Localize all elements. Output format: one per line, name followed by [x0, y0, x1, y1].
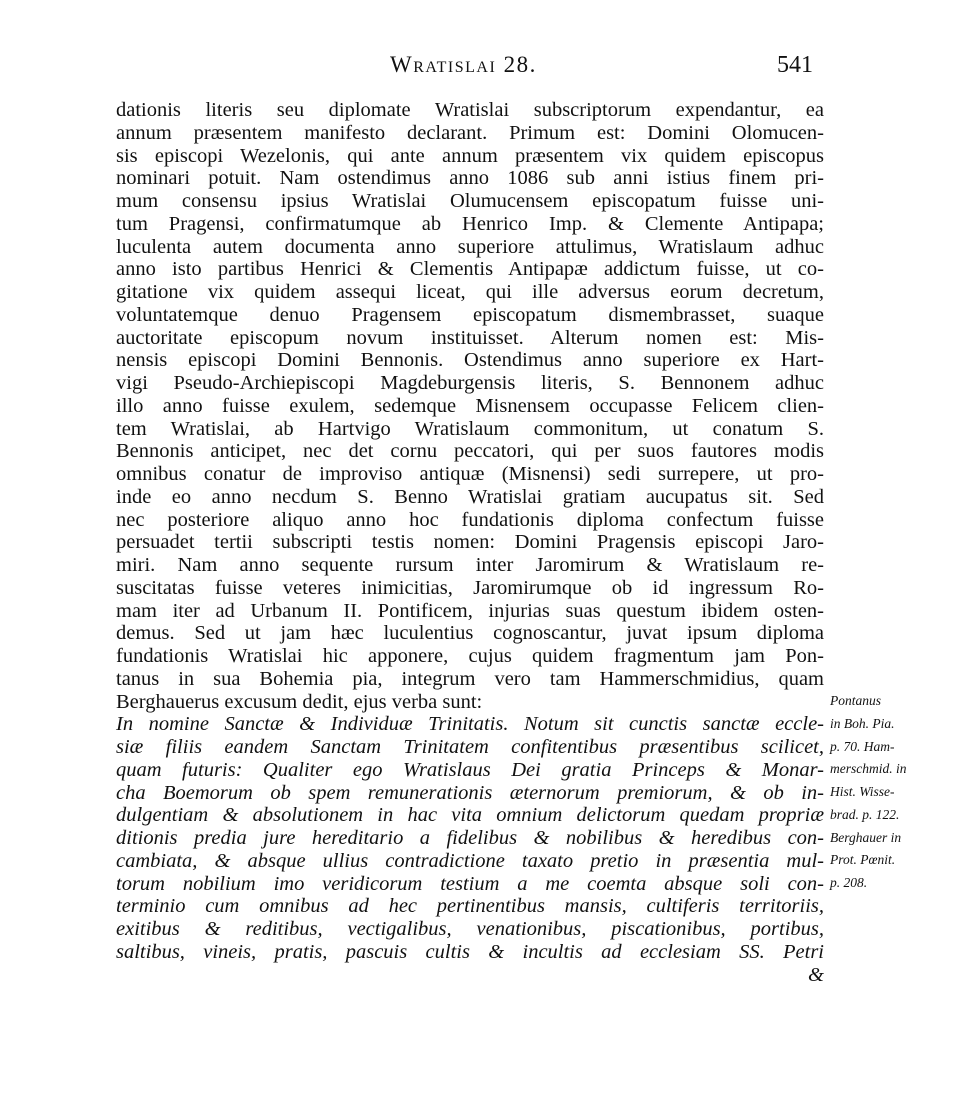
text-line: suscitatas fuisse veteres inimicitias, Jaromirumque ob id ingressum Ro- [116, 576, 824, 599]
text-line: nominari potuit. Nam ostendimus anno 1086 sub anni istius finem pri- [116, 167, 824, 190]
text-line: gitatione vix quidem assequi liceat, qui ille adversus eorum decretum, [116, 281, 824, 303]
text-line: inde eo anno necdum S. Benno Wratislai gratiam aucupatus sit. Sed [116, 485, 824, 508]
diploma-line: torum nobilium imo veridicorum testium a me coemta absque soli con- [116, 872, 824, 895]
diploma-line: ditionis predia jure hereditario a fidelibus & nobilibus & heredibus con- [116, 827, 824, 849]
text-line: luculenta autem documenta anno superiore attulimus, Wratislaum adhuc [116, 235, 824, 258]
body-text [116, 99, 824, 986]
diploma-line: terminio cum omnibus ad hec pertinentibus mansis, cultiferis territoriis, [116, 895, 824, 918]
diploma-line: saltibus, vineis, pratis, pascuis cultis & incultis ad ecclesiam SS. Petri [116, 940, 824, 963]
text-line: mam iter ad Urbanum II. Pontificem, injurias suas questum ibidem osten- [116, 599, 824, 622]
text-line: auctoritate episcopum novum instituisset. Alterum nomen est: Mis- [116, 326, 824, 349]
text-line: voluntatemque denuo Pragensem episcopatum dismembrasset, suaque [116, 303, 824, 326]
diploma-line: dulgentiam & absolutionem in hac vita omnium delictorum quedam propriæ [116, 804, 824, 827]
diploma-line: siæ filiis eandem Sanctam Trinitatem confitentibus præsentibus scilicet, [116, 736, 824, 758]
page-number: 541 [777, 52, 813, 78]
margin-note: p. 70. Ham- [830, 738, 895, 754]
margin-note: Prot. Pœnit. [830, 852, 896, 868]
text-line: dationis literis seu diplomate Wratislai subscriptorum expendantur, ea [116, 99, 824, 121]
diploma-line: exitibus & reditibus, vectigalibus, venationibus, piscationibus, portibus, [116, 918, 824, 940]
running-head [0, 52, 960, 88]
text-line: Bennonis anticipet, nec det cornu peccatori, qui per suos fautores modis [116, 440, 824, 463]
text-line: mum consensu ipsius Wratislai Olumucensem episcopatum fuisse uni- [116, 190, 824, 212]
text-line: fundationis Wratislai hic apponere, cujus quidem fragmentum jam Pon- [116, 645, 824, 667]
margin-note: merschmid. in [830, 761, 907, 777]
margin-note: Pontanus [830, 693, 882, 708]
margin-note: brad. p. 122. [830, 806, 900, 822]
margin-note: Hist. Wisse- [830, 784, 895, 799]
text-line: demus. Sed ut jam hæc luculentius cognoscantur, juvat ipsum diploma [116, 622, 824, 645]
text-line: tanus in sua Bohemia pia, integrum vero tam Hammerschmidius, quam [116, 667, 824, 690]
catchword: & [808, 963, 824, 986]
text-line: vigi Pseudo-Archiepiscopi Magdeburgensis literis, S. Bennonem adhuc [116, 372, 824, 394]
diploma-line: quam futuris: Qualiter ego Wratislaus Dei gratia Princeps & Monar- [116, 758, 824, 781]
text-line: tum Pragensi, confirmatumque ab Henrico Imp. & Clemente Antipapa; [116, 212, 824, 235]
diploma-line: cha Boemorum ob spem remunerationis æternorum premiorum, & ob in- [116, 781, 824, 804]
margin-note: in Boh. Pia. [830, 715, 895, 731]
text-line: Berghauerus excusum dedit, ejus verba sunt: [116, 690, 483, 713]
margin-note: p. 208. [830, 875, 868, 890]
text-line: nec posteriore aliquo anno hoc fundationis diploma confectum fuisse [116, 508, 824, 531]
text-line: omnibus conatur de improviso antiquæ (Misnensi) sedi surrepere, ut pro- [116, 463, 824, 485]
text-line: nensis episcopi Domini Bennonis. Ostendimus anno superiore ex Hart- [116, 349, 824, 372]
margin-notes [830, 690, 942, 895]
diploma-line: In nomine Sanctæ & Individuæ Trinitatis. Notum sit cunctis sanctæ eccle- [116, 713, 824, 736]
diploma-line: cambiata, & absque ullius contradictione taxato pretio in præsentia mul- [116, 849, 824, 872]
text-line: sis episcopi Wezelonis, qui ante annum præsentem vix quidem episcopus [116, 144, 824, 167]
text-line: persuadet tertii subscripti testis nomen: Domini Pragensis episcopi Jaro- [116, 531, 824, 554]
text-line: illo anno fuisse exulem, sedemque Misnensem occupasse Felicem clien- [116, 394, 824, 417]
text-line: anno isto partibus Henrici & Clementis Antipapæ addictum fuisse, ut co- [116, 258, 824, 281]
text-line: annum præsentem manifesto declarant. Primum est: Domini Olomucen- [116, 121, 824, 144]
text-line: miri. Nam anno sequente rursum inter Jaromirum & Wratislaum re- [116, 554, 824, 576]
running-title: Wratislai 28. [390, 52, 537, 77]
margin-note: Berghauer in [830, 829, 902, 845]
text-line: tem Wratislai, ab Hartvigo Wratislaum commonitum, ut conatum S. [116, 417, 824, 440]
